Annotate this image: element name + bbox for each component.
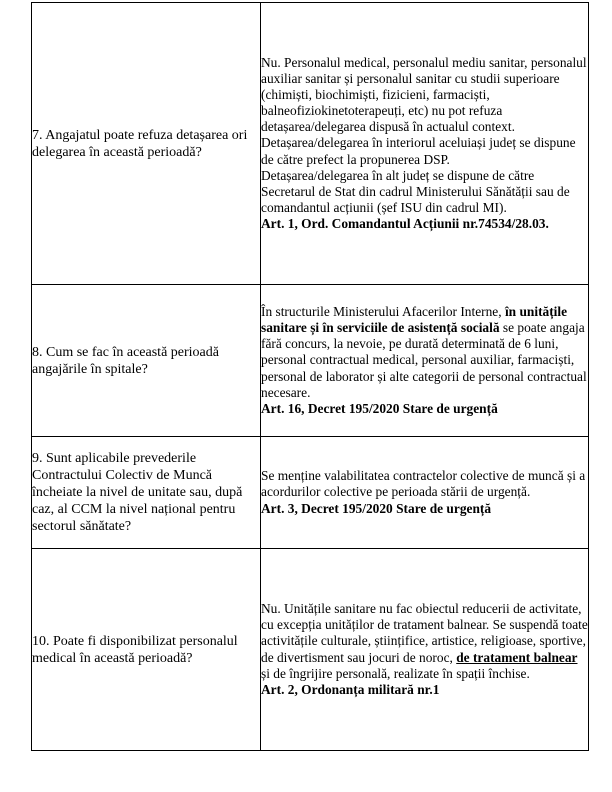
answer-cell — [261, 285, 589, 437]
question-text: 7. Angajatul poate refuza detașarea ori delegarea în această perioadă? — [32, 127, 248, 160]
legal-reference: Art. 16, Decret 195/2020 Stare de urgență — [261, 400, 498, 416]
question-text: 9. Sunt aplicabile prevederile Contractului Colectiv de Muncă încheiate la nivel de unitate sau, după caz, al CCM la nivel național pentru sectorul sănătate? — [32, 451, 243, 534]
underlined-text: de tratament balnear — [456, 649, 578, 665]
answer-paragraph: Nu. Personalul medical, personalul mediu sanitar, personalul auxiliar sanitar și personalul sanitar cu studii superioare (chimiști, biochimiști, fizicieni, farmaciști, balneofiziokinetoterapeuți, etc) nu pot refuza detașarea/delegarea dispusă în actualul context. — [261, 54, 587, 135]
question-cell — [32, 437, 261, 549]
table-row — [32, 285, 589, 437]
table-row — [32, 549, 589, 751]
emphasis-text: în unitățile sanitare și în serviciile de asistență socială — [261, 304, 568, 336]
question-text: 8. Cum se fac în această perioadă angajările în spitale? — [32, 344, 219, 377]
answer-paragraph: Detașarea/delegarea în interiorul aceluiași județ se dispune de către prefect la propunerea DSP. — [261, 135, 576, 167]
question-cell — [32, 285, 261, 437]
table-row — [32, 3, 589, 285]
answer-paragraph: În structurile Ministerului Afacerilor Interne, în unitățile sanitare și în serviciile de asistență socială se poate angaja fără concurs, la nevoie, pe durată determinată de 6 luni, personal contractual medical, personal auxiliar, farmaciști, personal de laborator și alte categorii de personal contractual necesare. — [261, 304, 587, 400]
answer-cell — [261, 3, 589, 285]
legal-reference: Art. 3, Decret 195/2020 Stare de urgență — [261, 500, 492, 516]
answer-cell — [261, 549, 589, 751]
answer-paragraph: Nu. Unitățile sanitare nu fac obiectul reducerii de activitate, cu excepția unităților de tratament balnear. Se suspendă toate activitățile culturale, științifice, artistice, religioase, sportive, de divertisment sau jocuri de noroc, de tratament balnear și de îngrijire personală, realizate în spații închise. — [261, 601, 588, 681]
answer-paragraph: Detașarea/delegarea în alt județ se dispune de către Secretarul de Stat din cadrul Ministerului Sănătății sau de comandantul acțiunii (șef ISU din cadrul MI). — [261, 167, 570, 215]
table-row — [32, 437, 589, 549]
answer-paragraph: Se menține valabilitatea contractelor colective de muncă și a acordurilor colective pe perioada stării de urgență. — [261, 468, 586, 500]
legal-reference: Art. 2, Ordonanța militară nr.1 — [261, 681, 440, 697]
question-text: 10. Poate fi disponibilizat personalul medical în această perioadă? — [32, 633, 238, 666]
faq-table — [31, 2, 589, 751]
legal-reference: Art. 1, Ord. Comandantul Acțiunii nr.74534/28.03. — [261, 215, 549, 231]
question-cell — [32, 549, 261, 751]
answer-cell — [261, 437, 589, 549]
question-cell — [32, 3, 261, 285]
